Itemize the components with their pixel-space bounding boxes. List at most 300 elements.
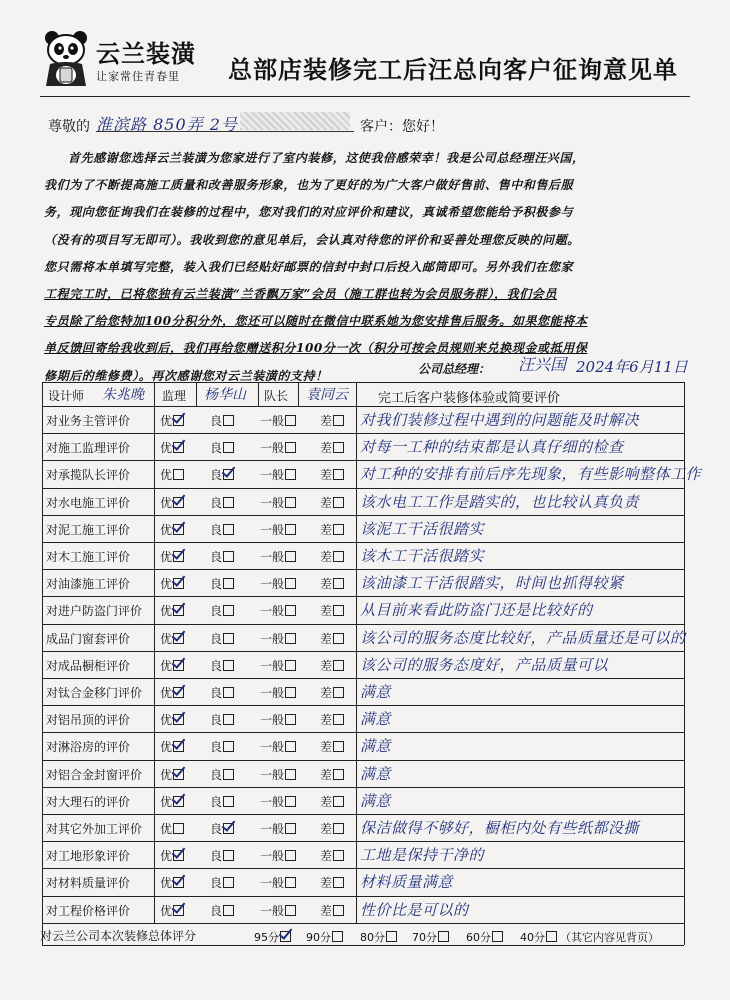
- checkbox[interactable]: [223, 850, 234, 861]
- overall-score-option: [466, 929, 503, 945]
- checked-checkbox[interactable]: [173, 551, 184, 562]
- foreman-name: 袁同云: [306, 387, 348, 403]
- rating-option-label: 良: [210, 495, 223, 510]
- rating-option: [320, 466, 344, 483]
- rating-option: [160, 494, 184, 511]
- rating-option: [160, 738, 184, 755]
- rating-option-label: 良: [210, 713, 223, 728]
- overall-score-option: [520, 929, 557, 945]
- rating-option-label: 差: [320, 658, 333, 673]
- rating-option: [210, 793, 234, 810]
- rating-option-label: 优: [160, 794, 173, 809]
- handwritten-comment: 该水电工工作是踏实的，也比较认真负责: [360, 492, 640, 511]
- checkbox[interactable]: [285, 714, 296, 725]
- rating-option: [260, 793, 296, 810]
- handwritten-comment: 对工种的安排有前后序先现象，有些影响整体工作: [360, 465, 702, 484]
- checked-checkbox[interactable]: [173, 687, 184, 698]
- rating-option: [260, 874, 296, 891]
- rating-option-label: 一般: [260, 876, 285, 891]
- rating-option: [210, 657, 234, 674]
- checked-checkbox[interactable]: [223, 469, 234, 480]
- rating-option-label: 良: [210, 441, 223, 456]
- rating-option: [260, 657, 296, 674]
- row-divider: [42, 705, 684, 706]
- row-label: 对铝吊顶的评价: [46, 713, 131, 728]
- checkbox[interactable]: [333, 823, 344, 834]
- checkbox[interactable]: [223, 905, 234, 916]
- rating-option: [210, 820, 234, 837]
- checkbox[interactable]: [285, 769, 296, 780]
- row-label: 对施工监理评价: [46, 441, 131, 456]
- rating-option-label: 良: [210, 767, 223, 782]
- rating-option-label: 差: [320, 822, 333, 836]
- rating-option: [210, 466, 234, 483]
- body-line: 您只需将本单填写完整，装入我们已经贴好邮票的信封中封口后投入邮筒即可。另外我们在您家: [44, 259, 574, 274]
- handwritten-comment: 该公司的服务态度好，产品质量可以: [360, 655, 609, 674]
- checkbox[interactable]: [285, 796, 296, 807]
- checkbox[interactable]: [223, 524, 234, 535]
- rating-option: [210, 521, 234, 538]
- rating-option: [320, 575, 344, 592]
- rating-option-label: 优: [160, 658, 173, 673]
- checked-checkbox[interactable]: [173, 796, 184, 807]
- row-divider: [42, 896, 684, 897]
- handwritten-comment: 该公司的服务态度比较好，产品质量还是可以的: [360, 628, 686, 647]
- rating-option-label: 一般: [260, 468, 285, 483]
- rating-option-label: 一般: [260, 604, 285, 619]
- checked-checkbox[interactable]: [173, 524, 184, 535]
- rating-option: [320, 820, 344, 837]
- row-divider: [42, 678, 684, 679]
- rating-option: [160, 439, 184, 456]
- rating-option: [260, 902, 296, 919]
- rating-option-label: 良: [210, 822, 223, 836]
- rating-option: [160, 766, 184, 783]
- handwritten-comment: 满意: [360, 683, 392, 701]
- handwritten-comment: 该木工干活很踏实: [360, 547, 485, 565]
- rating-option: [320, 711, 344, 728]
- checkbox[interactable]: [223, 660, 234, 671]
- checkbox[interactable]: [285, 442, 296, 453]
- rating-option: [320, 902, 344, 919]
- checkbox[interactable]: [223, 442, 234, 453]
- redacted-address: [240, 112, 350, 130]
- row-divider: [42, 760, 684, 761]
- row-divider: [42, 814, 684, 815]
- rating-option-label: 良: [210, 794, 223, 809]
- column-divider: [356, 382, 357, 923]
- handwritten-comment: 满意: [360, 764, 392, 783]
- checkbox[interactable]: [285, 497, 296, 508]
- checked-checkbox[interactable]: [173, 660, 184, 671]
- checkbox[interactable]: [285, 905, 296, 916]
- rating-option: [160, 548, 184, 565]
- rating-option-label: 优: [160, 713, 173, 728]
- rating-option-label: 良: [210, 876, 223, 891]
- rating-option: [320, 602, 344, 619]
- checkbox[interactable]: [333, 714, 344, 725]
- manager-label: 公司总经理：: [418, 362, 491, 376]
- checkbox[interactable]: [333, 687, 344, 698]
- overall-score-option: [412, 929, 449, 945]
- rating-option: [320, 439, 344, 456]
- rating-option-label: 一般: [260, 713, 285, 728]
- table-border-left: [42, 382, 43, 945]
- overall-score-label: 70分: [412, 930, 437, 944]
- rating-option: [320, 630, 344, 647]
- checkbox[interactable]: [223, 714, 234, 725]
- row-divider: [42, 596, 684, 597]
- checkbox[interactable]: [333, 660, 344, 671]
- row-divider: [42, 569, 684, 570]
- rating-option-label: 差: [320, 414, 333, 428]
- checkbox[interactable]: [333, 796, 344, 807]
- section-title: 完工后客户装修体验或简要评价: [378, 391, 561, 406]
- rating-option: [160, 657, 184, 674]
- checkbox[interactable]: [285, 469, 296, 480]
- checkbox[interactable]: [285, 605, 296, 616]
- checkbox[interactable]: [492, 931, 503, 942]
- greeting-suffix: 客户：您好！: [360, 119, 444, 135]
- checkbox[interactable]: [386, 931, 397, 942]
- checkbox[interactable]: [333, 551, 344, 562]
- rating-option-label: 良: [210, 631, 223, 646]
- rating-option-label: 优: [160, 631, 173, 646]
- checkbox[interactable]: [333, 497, 344, 508]
- table-border-bottom: [42, 945, 684, 946]
- checkbox[interactable]: [285, 578, 296, 589]
- checkbox[interactable]: [285, 877, 296, 888]
- rating-option-label: 差: [320, 876, 333, 891]
- checkbox[interactable]: [285, 551, 296, 562]
- rating-option-label: 一般: [260, 522, 285, 537]
- rating-option-label: 良: [210, 686, 223, 700]
- rating-option-label: 良: [210, 550, 223, 564]
- rating-option-label: 良: [210, 414, 223, 428]
- overall-score-option: [254, 929, 291, 945]
- body-line: 单反馈回寄给我收到后，我们再给您赠送积分100分一次（积分可按会员规则来兑换现金或抵用保: [44, 341, 588, 356]
- row-divider: [42, 542, 684, 543]
- rating-option-label: 良: [210, 577, 223, 592]
- checkbox[interactable]: [333, 877, 344, 888]
- rating-option: [160, 847, 184, 864]
- rating-option: [260, 575, 296, 592]
- checkbox[interactable]: [223, 741, 234, 752]
- rating-option-label: 差: [320, 604, 333, 619]
- checkbox[interactable]: [285, 415, 296, 426]
- rating-option: [320, 738, 344, 755]
- rating-option-label: 优: [160, 876, 173, 891]
- rating-option-label: 优: [160, 441, 173, 456]
- handwritten-comment: 材料质量满意: [360, 873, 454, 892]
- rating-option: [320, 847, 344, 864]
- checkbox[interactable]: [333, 442, 344, 453]
- checkbox[interactable]: [333, 905, 344, 916]
- checkbox[interactable]: [333, 578, 344, 589]
- rating-option-label: 一般: [260, 577, 285, 592]
- handwritten-comment: 从目前来看此防盗门还是比较好的: [360, 601, 593, 620]
- panda-mascot-icon: [40, 30, 92, 88]
- row-divider: [42, 787, 684, 788]
- overall-score-label: 40分: [520, 930, 545, 944]
- rating-option: [210, 902, 234, 919]
- rating-option: [260, 711, 296, 728]
- handwritten-comment: 工地是保持干净的: [360, 846, 485, 865]
- rating-option-label: 一般: [260, 441, 285, 456]
- row-divider: [42, 651, 684, 652]
- checkbox[interactable]: [285, 633, 296, 644]
- rating-option-label: 差: [320, 740, 333, 755]
- rating-option-label: 一般: [260, 849, 285, 864]
- checkbox[interactable]: [223, 796, 234, 807]
- row-label: 对业务主管评价: [46, 414, 131, 428]
- rating-option: [160, 521, 184, 538]
- rating-option: [260, 466, 296, 483]
- rating-option-label: 一般: [260, 822, 285, 836]
- rating-option: [160, 820, 184, 837]
- rating-option-label: 优: [160, 550, 173, 564]
- checkbox[interactable]: [223, 605, 234, 616]
- rating-option-label: 差: [320, 441, 333, 456]
- rating-option: [160, 874, 184, 891]
- row-divider: [42, 460, 684, 461]
- rating-option-label: 差: [320, 522, 333, 537]
- rating-option-label: 优: [160, 522, 173, 537]
- rating-option: [210, 711, 234, 728]
- checked-checkbox[interactable]: [173, 905, 184, 916]
- body-line: 首先感谢您选择云兰装潢为您家进行了室内装修，这使我倍感荣幸！我是公司总经理汪兴国，: [68, 151, 585, 165]
- rating-option: [260, 494, 296, 511]
- row-divider: [42, 841, 684, 842]
- row-label: 对承揽队长评价: [46, 468, 131, 483]
- checkbox[interactable]: [223, 769, 234, 780]
- checkbox[interactable]: [223, 415, 234, 426]
- checkbox[interactable]: [285, 741, 296, 752]
- checkbox[interactable]: [223, 551, 234, 562]
- rating-option-label: 良: [210, 658, 223, 673]
- rating-option: [160, 793, 184, 810]
- row-label: 对其它外加工评价: [46, 822, 143, 836]
- rating-option-label: 一般: [260, 794, 285, 809]
- rating-option: [260, 684, 296, 701]
- handwritten-comment: 该泥工干活很踏实: [360, 519, 485, 538]
- rating-option-label: 一般: [260, 414, 285, 428]
- overall-rating-label: 对云兰公司本次装修总体评分: [40, 928, 197, 943]
- rating-option-label: 良: [210, 849, 223, 864]
- body-line: 我们为了不断提高施工质量和改善服务形象，也为了更好的为广大客户做好售前、售中和售后服: [44, 178, 574, 193]
- column-divider: [298, 382, 299, 406]
- overall-note: （其它内容见背页）: [560, 930, 659, 944]
- row-label: 对油漆施工评价: [46, 577, 131, 592]
- checkbox[interactable]: [285, 823, 296, 834]
- rating-option-label: 优: [160, 849, 173, 864]
- rating-option: [210, 738, 234, 755]
- rating-option-label: 一般: [260, 903, 285, 918]
- address-underline: [96, 131, 354, 132]
- handwritten-comment: 该油漆工干活很踏实，时间也抓得较紧: [360, 574, 624, 593]
- rating-option: [260, 847, 296, 864]
- column-divider: [196, 382, 197, 406]
- handwritten-comment: 对每一工种的结束都是认真仔细的检查: [360, 438, 624, 457]
- row-divider: [42, 868, 684, 869]
- customer-address: 淮滨路 850弄 2号: [96, 115, 238, 134]
- supervisor-name: 杨华山: [204, 387, 246, 403]
- row-divider: [42, 515, 684, 516]
- checkbox[interactable]: [333, 524, 344, 535]
- supervisor-label: 监理: [162, 389, 187, 403]
- checkbox[interactable]: [333, 633, 344, 644]
- rating-option: [260, 766, 296, 783]
- rating-option-label: 差: [320, 686, 333, 700]
- checked-checkbox[interactable]: [173, 714, 184, 725]
- evaluation-table: [42, 382, 702, 945]
- checked-checkbox[interactable]: [280, 931, 291, 942]
- overall-score-label: 95分: [254, 930, 279, 944]
- rating-option: [210, 494, 234, 511]
- row-label: 对铝合金封窗评价: [46, 767, 143, 782]
- checkbox[interactable]: [333, 415, 344, 426]
- row-label: 对成品橱柜评价: [46, 658, 131, 673]
- header-divider: [40, 96, 690, 97]
- body-line: 专员除了给您特加100分积分外，您还可以随时在微信中联系她为您安排售后服务。如果您能将本: [44, 314, 588, 329]
- rating-option-label: 优: [160, 604, 173, 619]
- checkbox[interactable]: [333, 769, 344, 780]
- row-divider: [42, 732, 684, 733]
- rating-option: [260, 548, 296, 565]
- checkbox[interactable]: [333, 605, 344, 616]
- overall-score-option: [306, 929, 343, 945]
- rating-option-label: 一般: [260, 631, 285, 646]
- checked-checkbox[interactable]: [173, 415, 184, 426]
- checkbox[interactable]: [438, 931, 449, 942]
- checked-checkbox[interactable]: [173, 605, 184, 616]
- rating-option: [210, 602, 234, 619]
- rating-option-label: 一般: [260, 767, 285, 782]
- rating-option: [260, 412, 296, 429]
- rating-option-label: 一般: [260, 740, 285, 755]
- table-border-top: [42, 382, 684, 383]
- checkbox[interactable]: [223, 633, 234, 644]
- rating-option-label: 差: [320, 794, 333, 809]
- checkbox[interactable]: [223, 687, 234, 698]
- row-label: 对淋浴房的评价: [46, 740, 131, 755]
- overall-score-label: 80分: [360, 930, 385, 944]
- rating-option: [260, 820, 296, 837]
- handwritten-comment: 满意: [360, 710, 392, 729]
- checkbox[interactable]: [546, 931, 557, 942]
- rating-option: [260, 521, 296, 538]
- checked-checkbox[interactable]: [173, 769, 184, 780]
- row-label: 对水电施工评价: [46, 495, 131, 510]
- row-label: 对大理石的评价: [46, 794, 131, 809]
- rating-option-label: 一般: [260, 495, 285, 510]
- checkbox[interactable]: [285, 660, 296, 671]
- checked-checkbox[interactable]: [173, 850, 184, 861]
- body-line: 工程完工时，已将您独有云兰装潢“兰香飘万家”会员（施工群也转为会员服务群），我们会员: [44, 287, 558, 302]
- rating-option-label: 差: [320, 468, 333, 483]
- body-line: （没有的项目写无即可）。我收到您的意见单后，会认真对待您的评价和妥善处理您反映的问题。: [44, 232, 580, 247]
- rating-option: [210, 439, 234, 456]
- rating-option: [160, 684, 184, 701]
- manager-signature: 汪兴国: [518, 355, 567, 374]
- rating-option: [320, 494, 344, 511]
- row-label: 对进户防盗门评价: [46, 604, 143, 619]
- rating-option: [160, 575, 184, 592]
- handwritten-comment: 性价比是可以的: [360, 900, 469, 919]
- checkbox[interactable]: [333, 850, 344, 861]
- brand-name: 云兰装潢: [96, 40, 196, 68]
- row-divider: [42, 433, 684, 434]
- checked-checkbox[interactable]: [173, 442, 184, 453]
- rating-option-label: 差: [320, 849, 333, 864]
- checked-checkbox[interactable]: [173, 633, 184, 644]
- row-label: 对材料质量评价: [46, 876, 131, 891]
- checkbox[interactable]: [223, 497, 234, 508]
- handwritten-comment: 保洁做得不够好，橱柜内处有些纸都没撕: [360, 819, 640, 837]
- checkbox[interactable]: [223, 877, 234, 888]
- rating-option-label: 优: [160, 414, 173, 428]
- rating-option-label: 优: [160, 495, 173, 510]
- checkbox[interactable]: [333, 469, 344, 480]
- checkbox[interactable]: [332, 931, 343, 942]
- row-divider: [42, 488, 684, 489]
- checked-checkbox[interactable]: [173, 877, 184, 888]
- rating-option-label: 差: [320, 631, 333, 646]
- rating-option-label: 良: [210, 604, 223, 619]
- checkbox[interactable]: [285, 524, 296, 535]
- rating-option-label: 优: [160, 767, 173, 782]
- checkbox[interactable]: [173, 469, 184, 480]
- rating-option: [320, 684, 344, 701]
- checked-checkbox[interactable]: [173, 741, 184, 752]
- row-label: 对工地形象评价: [46, 849, 131, 864]
- rating-option-label: 优: [160, 903, 173, 918]
- rating-option-label: 良: [210, 740, 223, 755]
- document-title: 总部店装修完工后汪总向客户征询意见单: [228, 56, 678, 84]
- rating-option: [160, 630, 184, 647]
- checkbox[interactable]: [173, 823, 184, 834]
- rating-option-label: 差: [320, 903, 333, 918]
- row-label: 对钛合金移门评价: [46, 686, 143, 700]
- checkbox[interactable]: [333, 741, 344, 752]
- handwritten-comment: 对我们装修过程中遇到的问题能及时解决: [360, 411, 640, 429]
- rating-option-label: 优: [160, 822, 173, 836]
- rating-option-label: 一般: [260, 686, 285, 700]
- checked-checkbox[interactable]: [173, 578, 184, 589]
- company-logo: [40, 30, 210, 88]
- overall-score-option: [360, 929, 397, 945]
- checkbox[interactable]: [285, 850, 296, 861]
- designer-name: 朱兆晚: [102, 387, 144, 403]
- body-line: 务，现向您征询我们在装修的过程中，您对我们的对应评价和建议，真诚希望您能给予积极参与: [44, 205, 574, 220]
- rating-option: [320, 766, 344, 783]
- rating-option-label: 优: [160, 468, 173, 483]
- rating-option: [210, 847, 234, 864]
- column-divider: [154, 382, 155, 923]
- rating-option: [210, 630, 234, 647]
- rating-option: [320, 521, 344, 538]
- rating-option-label: 一般: [260, 658, 285, 673]
- checked-checkbox[interactable]: [223, 823, 234, 834]
- checkbox[interactable]: [285, 687, 296, 698]
- row-label: 对木工施工评价: [46, 550, 131, 564]
- rating-option: [160, 711, 184, 728]
- checkbox[interactable]: [223, 578, 234, 589]
- rating-option-label: 差: [320, 577, 333, 592]
- rating-option-label: 差: [320, 713, 333, 728]
- checked-checkbox[interactable]: [173, 497, 184, 508]
- foreman-label: 队长: [264, 389, 289, 403]
